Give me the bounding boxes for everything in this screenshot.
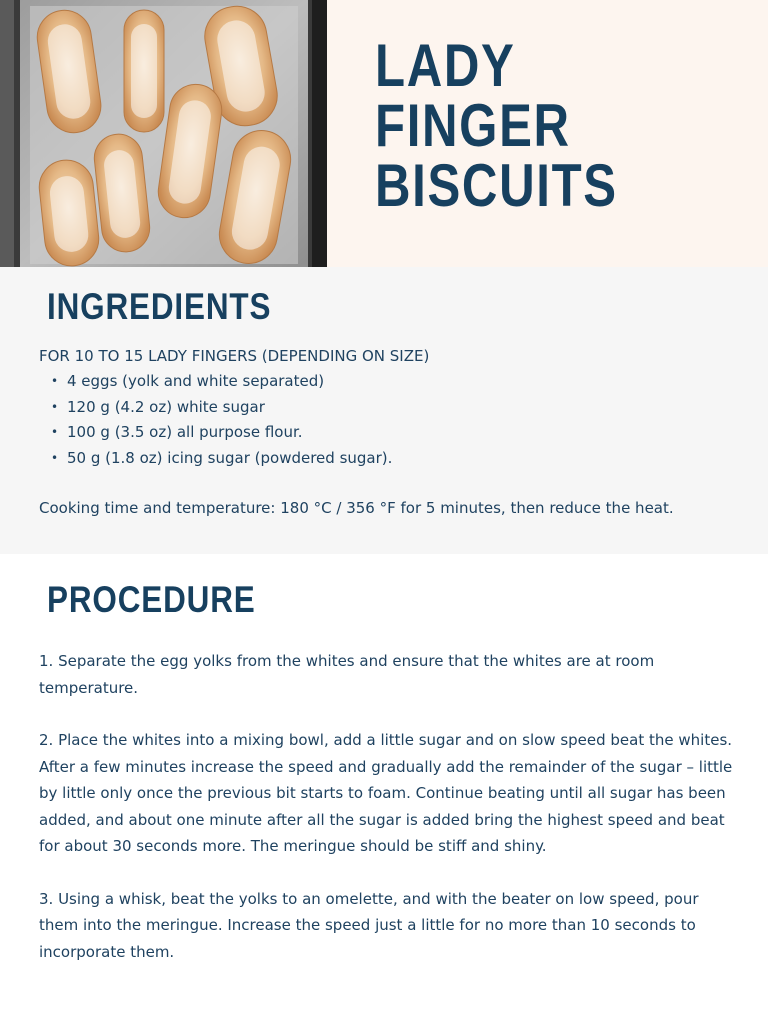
ingredient-text: 120 g (4.2 oz) white sugar: [67, 397, 265, 416]
procedure-heading: PROCEDURE: [47, 579, 256, 620]
ingredient-text: 50 g (1.8 oz) icing sugar (powdered sugar).: [67, 448, 393, 467]
procedure-section: [0, 554, 768, 1024]
bullet-icon: •: [51, 399, 59, 414]
ingredients-section: [0, 267, 768, 554]
yield-text: FOR 10 TO 15 LADY FINGERS (DEPENDING ON SIZE): [39, 347, 430, 365]
bullet-icon: •: [51, 450, 59, 465]
list-item: [39, 369, 392, 395]
title-line-3: BISCUITS: [375, 152, 618, 219]
cooking-time-text: Cooking time and temperature: 180 °C / 356 °F for 5 minutes, then reduce the heat.: [39, 499, 674, 517]
ingredient-text: 4 eggs (yolk and white separated): [67, 372, 325, 390]
biscuits-photo: [0, 0, 327, 267]
procedure-step: 3. Using a whisk, beat the yolks to an omelette, and with the beater on low speed, pour them into the meringue. Increase the speed just a little for no more than 10 seconds to incorporate them.: [39, 889, 699, 961]
bullet-icon: •: [51, 425, 59, 439]
title-line-1: LADY: [375, 32, 516, 99]
procedure-step: 1. Separate the egg yolks from the whites and ensure that the whites are at room temperature.: [39, 652, 655, 697]
procedure-step: 2. Place the whites into a mixing bowl, add a little sugar and on slow speed beat the whites. After a few minutes increase the speed and gradually add the remainder of the sugar – little by little only once the previous bit starts to foam. Continue beating until all sugar has been added, and about one minute after all the sugar is added bring the highest speed and beat for about 30 seconds more. The meringue should be stiff and shiny.: [39, 731, 733, 855]
recipe-title: [375, 32, 618, 219]
list-item: [39, 420, 392, 446]
list-item: [39, 446, 392, 472]
title-line-2: FINGER: [375, 92, 571, 159]
procedure-steps: [39, 648, 739, 991]
bullet-icon: •: [51, 374, 59, 388]
ingredient-list: [39, 369, 392, 471]
title-panel: [327, 0, 768, 267]
ingredient-text: 100 g (3.5 oz) all purpose flour.: [67, 423, 303, 441]
list-item: [39, 395, 392, 421]
ingredients-heading: INGREDIENTS: [47, 286, 272, 327]
